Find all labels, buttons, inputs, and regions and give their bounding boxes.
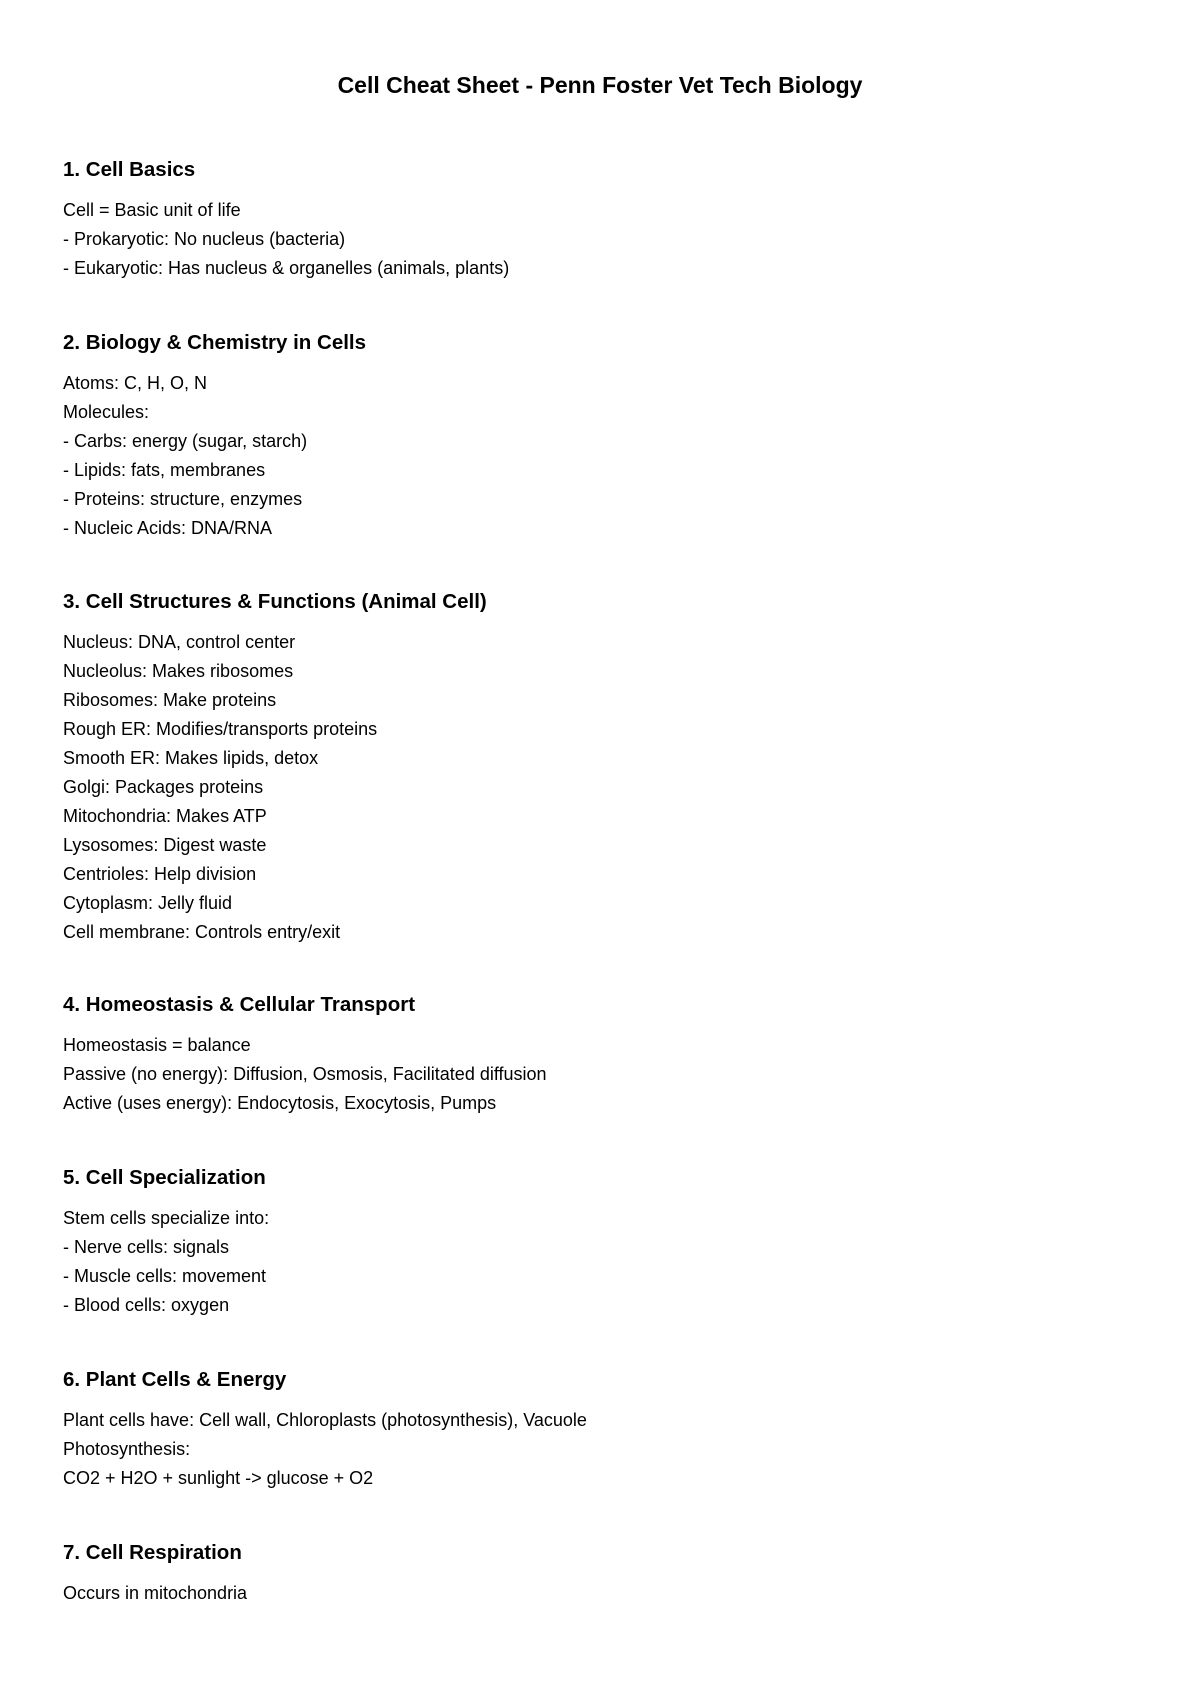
section-line: Stem cells specialize into: xyxy=(63,1208,270,1228)
section-line: Mitochondria: Makes ATP xyxy=(63,806,267,826)
section-line: - Muscle cells: movement xyxy=(63,1266,267,1286)
section-heading: 7. Cell Respiration xyxy=(63,1541,242,1564)
section-line: - Nucleic Acids: DNA/RNA xyxy=(63,518,273,538)
section-line: - Prokaryotic: No nucleus (bacteria) xyxy=(63,229,346,249)
section-line: - Nerve cells: signals xyxy=(63,1237,230,1257)
section-plant-cells-energy xyxy=(63,1366,1143,1493)
section-line: Nucleolus: Makes ribosomes xyxy=(63,661,294,681)
section-cell-specialization xyxy=(63,1164,1143,1320)
section-heading: 2. Biology & Chemistry in Cells xyxy=(63,331,367,354)
section-line: Occurs in mitochondria xyxy=(63,1583,248,1603)
section-line: Lysosomes: Digest waste xyxy=(63,835,267,855)
section-cell-respiration xyxy=(63,1539,1143,1608)
section-heading: 1. Cell Basics xyxy=(63,158,196,181)
section-cell-basics xyxy=(63,156,1143,283)
section-line: Atoms: C, H, O, N xyxy=(63,373,208,393)
section-line: Cell = Basic unit of life xyxy=(63,200,241,220)
section-line: Photosynthesis: xyxy=(63,1439,191,1459)
section-heading: 5. Cell Specialization xyxy=(63,1166,266,1189)
section-line: - Carbs: energy (sugar, starch) xyxy=(63,431,308,451)
section-line: Ribosomes: Make proteins xyxy=(63,690,277,710)
section-line: Centrioles: Help division xyxy=(63,864,257,884)
section-line: Active (uses energy): Endocytosis, Exocytosis, Pumps xyxy=(63,1093,497,1113)
document-title: Cell Cheat Sheet - Penn Foster Vet Tech Biology xyxy=(337,72,863,98)
section-heading: 6. Plant Cells & Energy xyxy=(63,1368,287,1391)
section-line: Nucleus: DNA, control center xyxy=(63,632,296,652)
section-line: Smooth ER: Makes lipids, detox xyxy=(63,748,319,768)
section-cell-structures xyxy=(63,588,1143,947)
section-biology-chemistry xyxy=(63,329,1143,543)
section-line: - Proteins: structure, enzymes xyxy=(63,489,303,509)
section-homeostasis-transport xyxy=(63,991,1143,1118)
section-line: Plant cells have: Cell wall, Chloroplasts (photosynthesis), Vacuole xyxy=(63,1410,587,1430)
section-line: Homeostasis = balance xyxy=(63,1035,251,1055)
section-heading: 4. Homeostasis & Cellular Transport xyxy=(63,993,416,1016)
section-line: Golgi: Packages proteins xyxy=(63,777,264,797)
section-line: Molecules: xyxy=(63,402,150,422)
section-line: Rough ER: Modifies/transports proteins xyxy=(63,719,378,739)
section-line: Cell membrane: Controls entry/exit xyxy=(63,922,341,942)
section-line: Cytoplasm: Jelly fluid xyxy=(63,893,233,913)
section-line: CO2 + H2O + sunlight -> glucose + O2 xyxy=(63,1468,374,1488)
section-heading: 3. Cell Structures & Functions (Animal Cell) xyxy=(63,590,487,613)
section-line: - Eukaryotic: Has nucleus & organelles (animals, plants) xyxy=(63,258,510,278)
section-line: - Blood cells: oxygen xyxy=(63,1295,230,1315)
section-line: - Lipids: fats, membranes xyxy=(63,460,266,480)
section-line: Passive (no energy): Diffusion, Osmosis, Facilitated diffusion xyxy=(63,1064,547,1084)
